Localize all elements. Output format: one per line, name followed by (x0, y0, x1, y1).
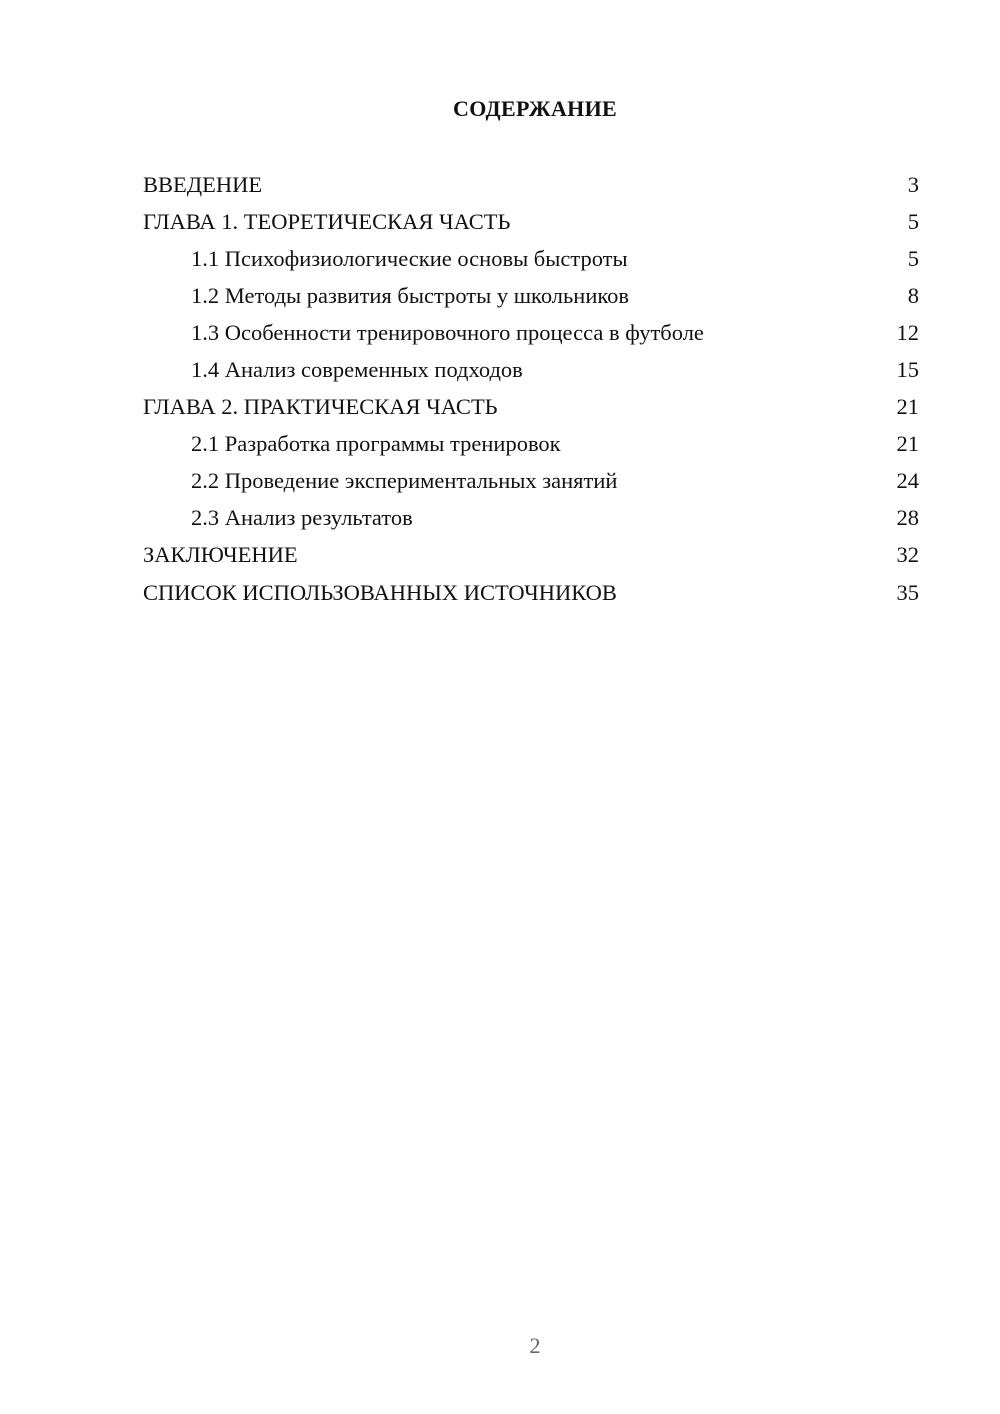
toc-entry-section-1-4 (143, 351, 919, 388)
toc-entry-label: СПИСОК ИСПОЛЬЗОВАННЫХ ИСТОЧНИКОВ (143, 579, 617, 605)
toc-entry-label: 2.1 Разработка программы тренировок (191, 431, 561, 457)
toc-entry-section-2-1 (143, 426, 919, 463)
toc-entry-label: 1.4 Анализ современных подходов (191, 357, 523, 383)
page-number: 2 (529, 1333, 541, 1358)
toc-entry-chapter-1 (143, 203, 919, 240)
toc-entry-section-1-2 (143, 277, 919, 314)
toc-entry-section-2-2 (143, 463, 919, 500)
toc-entry-section-1-1 (143, 240, 919, 277)
table-of-contents (143, 166, 919, 611)
toc-entry-label: 1.3 Особенности тренировочного процесса в футболе (191, 319, 704, 345)
toc-entry-label: ВВЕДЕНИЕ (143, 171, 263, 197)
toc-entry-page: 24 (896, 468, 919, 494)
toc-entry-chapter-2 (143, 389, 919, 426)
toc-entry-label: 1.2 Методы развития быстроты у школьников (191, 282, 630, 308)
toc-entry-page: 35 (896, 579, 919, 605)
toc-entry-section-2-3 (143, 500, 919, 537)
toc-entry-conclusion (143, 537, 919, 574)
toc-entry-label: ГЛАВА 1. ТЕОРЕТИЧЕСКАЯ ЧАСТЬ (143, 208, 511, 234)
toc-entry-section-1-3 (143, 314, 919, 351)
toc-entry-page: 8 (907, 282, 919, 308)
toc-entry-label: 1.1 Психофизиологические основы быстроты (191, 245, 628, 271)
toc-entry-label: ГЛАВА 2. ПРАКТИЧЕСКАЯ ЧАСТЬ (143, 394, 498, 420)
toc-entry-label: 2.3 Анализ результатов (191, 505, 413, 531)
toc-entry-introduction (143, 166, 919, 203)
toc-entry-page: 5 (907, 245, 919, 271)
toc-entry-page: 32 (896, 542, 919, 568)
toc-entry-page: 21 (896, 431, 919, 457)
toc-entry-page: 15 (896, 357, 919, 383)
page-title: СОДЕРЖАНИЕ (453, 96, 617, 121)
toc-entry-page: 12 (896, 319, 919, 345)
toc-entry-label: ЗАКЛЮЧЕНИЕ (143, 542, 298, 568)
toc-entry-page: 3 (907, 171, 919, 197)
toc-entry-page: 21 (896, 394, 919, 420)
toc-entry-page: 28 (896, 505, 919, 531)
toc-entry-references (143, 574, 919, 611)
toc-entry-label: 2.2 Проведение экспериментальных занятий (191, 468, 618, 494)
toc-entry-page: 5 (907, 208, 919, 234)
